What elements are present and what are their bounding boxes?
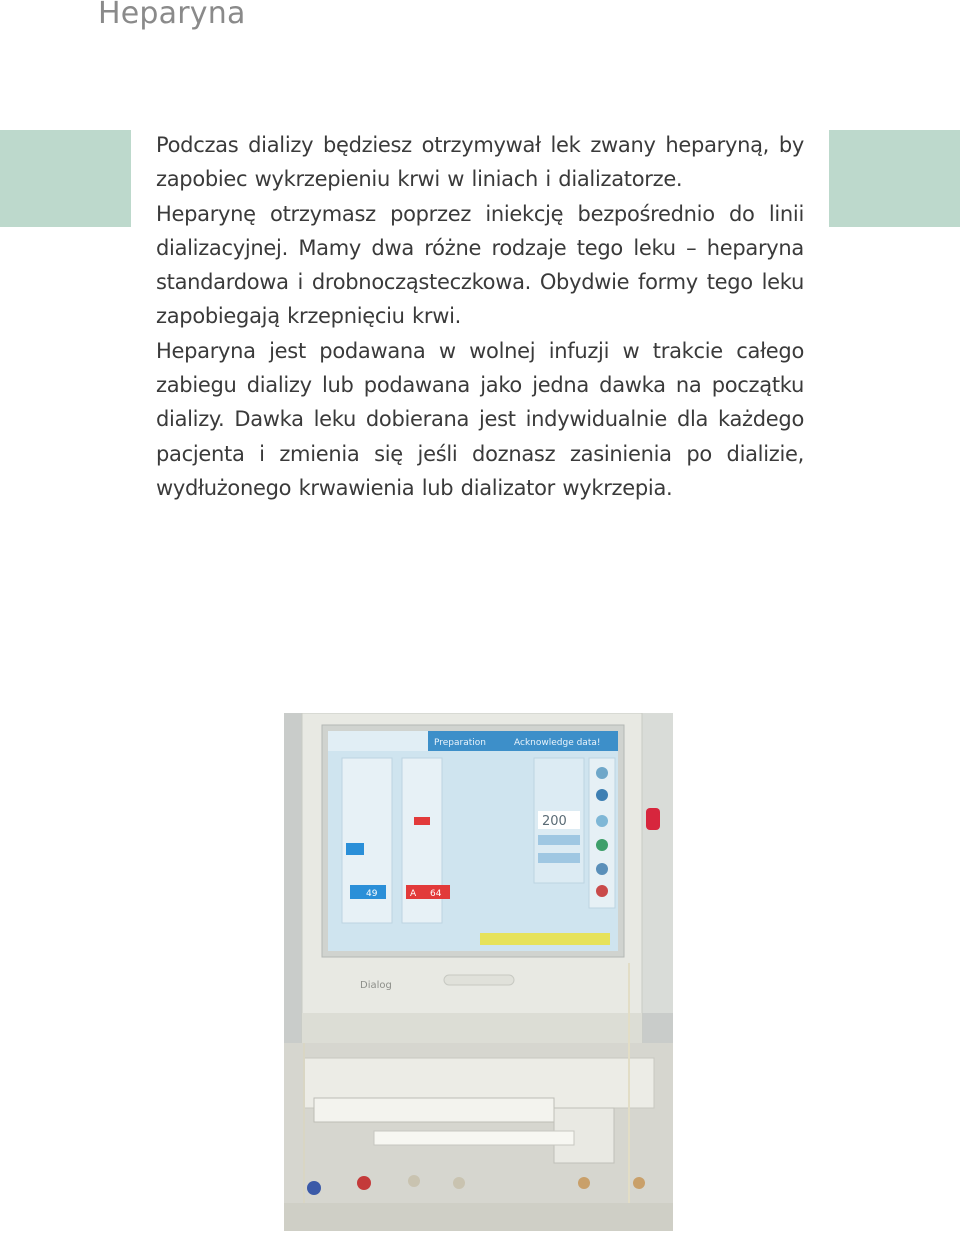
screen-200-value: 200 bbox=[542, 814, 567, 829]
screen-a-label: A bbox=[410, 889, 417, 899]
page-title: Heparyna bbox=[98, 0, 246, 31]
decorative-band-right bbox=[829, 130, 960, 227]
screen-a-value: 64 bbox=[430, 889, 442, 899]
body-text bbox=[156, 128, 804, 505]
paragraph-2: Heparynę otrzymasz poprzez iniekcję bezpośrednio do linii dializacyjnej. Mamy dwa różne rodzaje tego leku – heparyna standardowa i drobnocząsteczkowa. Obydwie formy tego leku zapobiegają krzepnięciu krwi. bbox=[156, 201, 804, 329]
screen-tab-acknowledge: Acknowledge data! bbox=[514, 738, 601, 748]
brand-label: Dialog bbox=[360, 980, 392, 991]
screen-v-value: 49 bbox=[366, 889, 378, 899]
paragraph-3: Heparyna jest podawana w wolnej infuzji w trakcie całego zabiegu dializy lub podawana jako jedna dawka na początku dializy. Dawka leku dobierana jest indywidualnie dla każdego pacjenta i zmienia się jeśli doznasz zasinienia po dializie, wydłużonego krwawienia lub dializator wykrzepia. bbox=[156, 338, 804, 500]
decorative-band-left bbox=[0, 130, 131, 227]
screen-tab-preparation: Preparation bbox=[434, 738, 486, 748]
dialysis-machine-photo bbox=[284, 713, 673, 1231]
paragraph-1: Podczas dializy będziesz otrzymywał lek zwany heparyną, by zapobiec wykrzepieniu krwi w liniach i dializatorze. bbox=[156, 133, 804, 192]
